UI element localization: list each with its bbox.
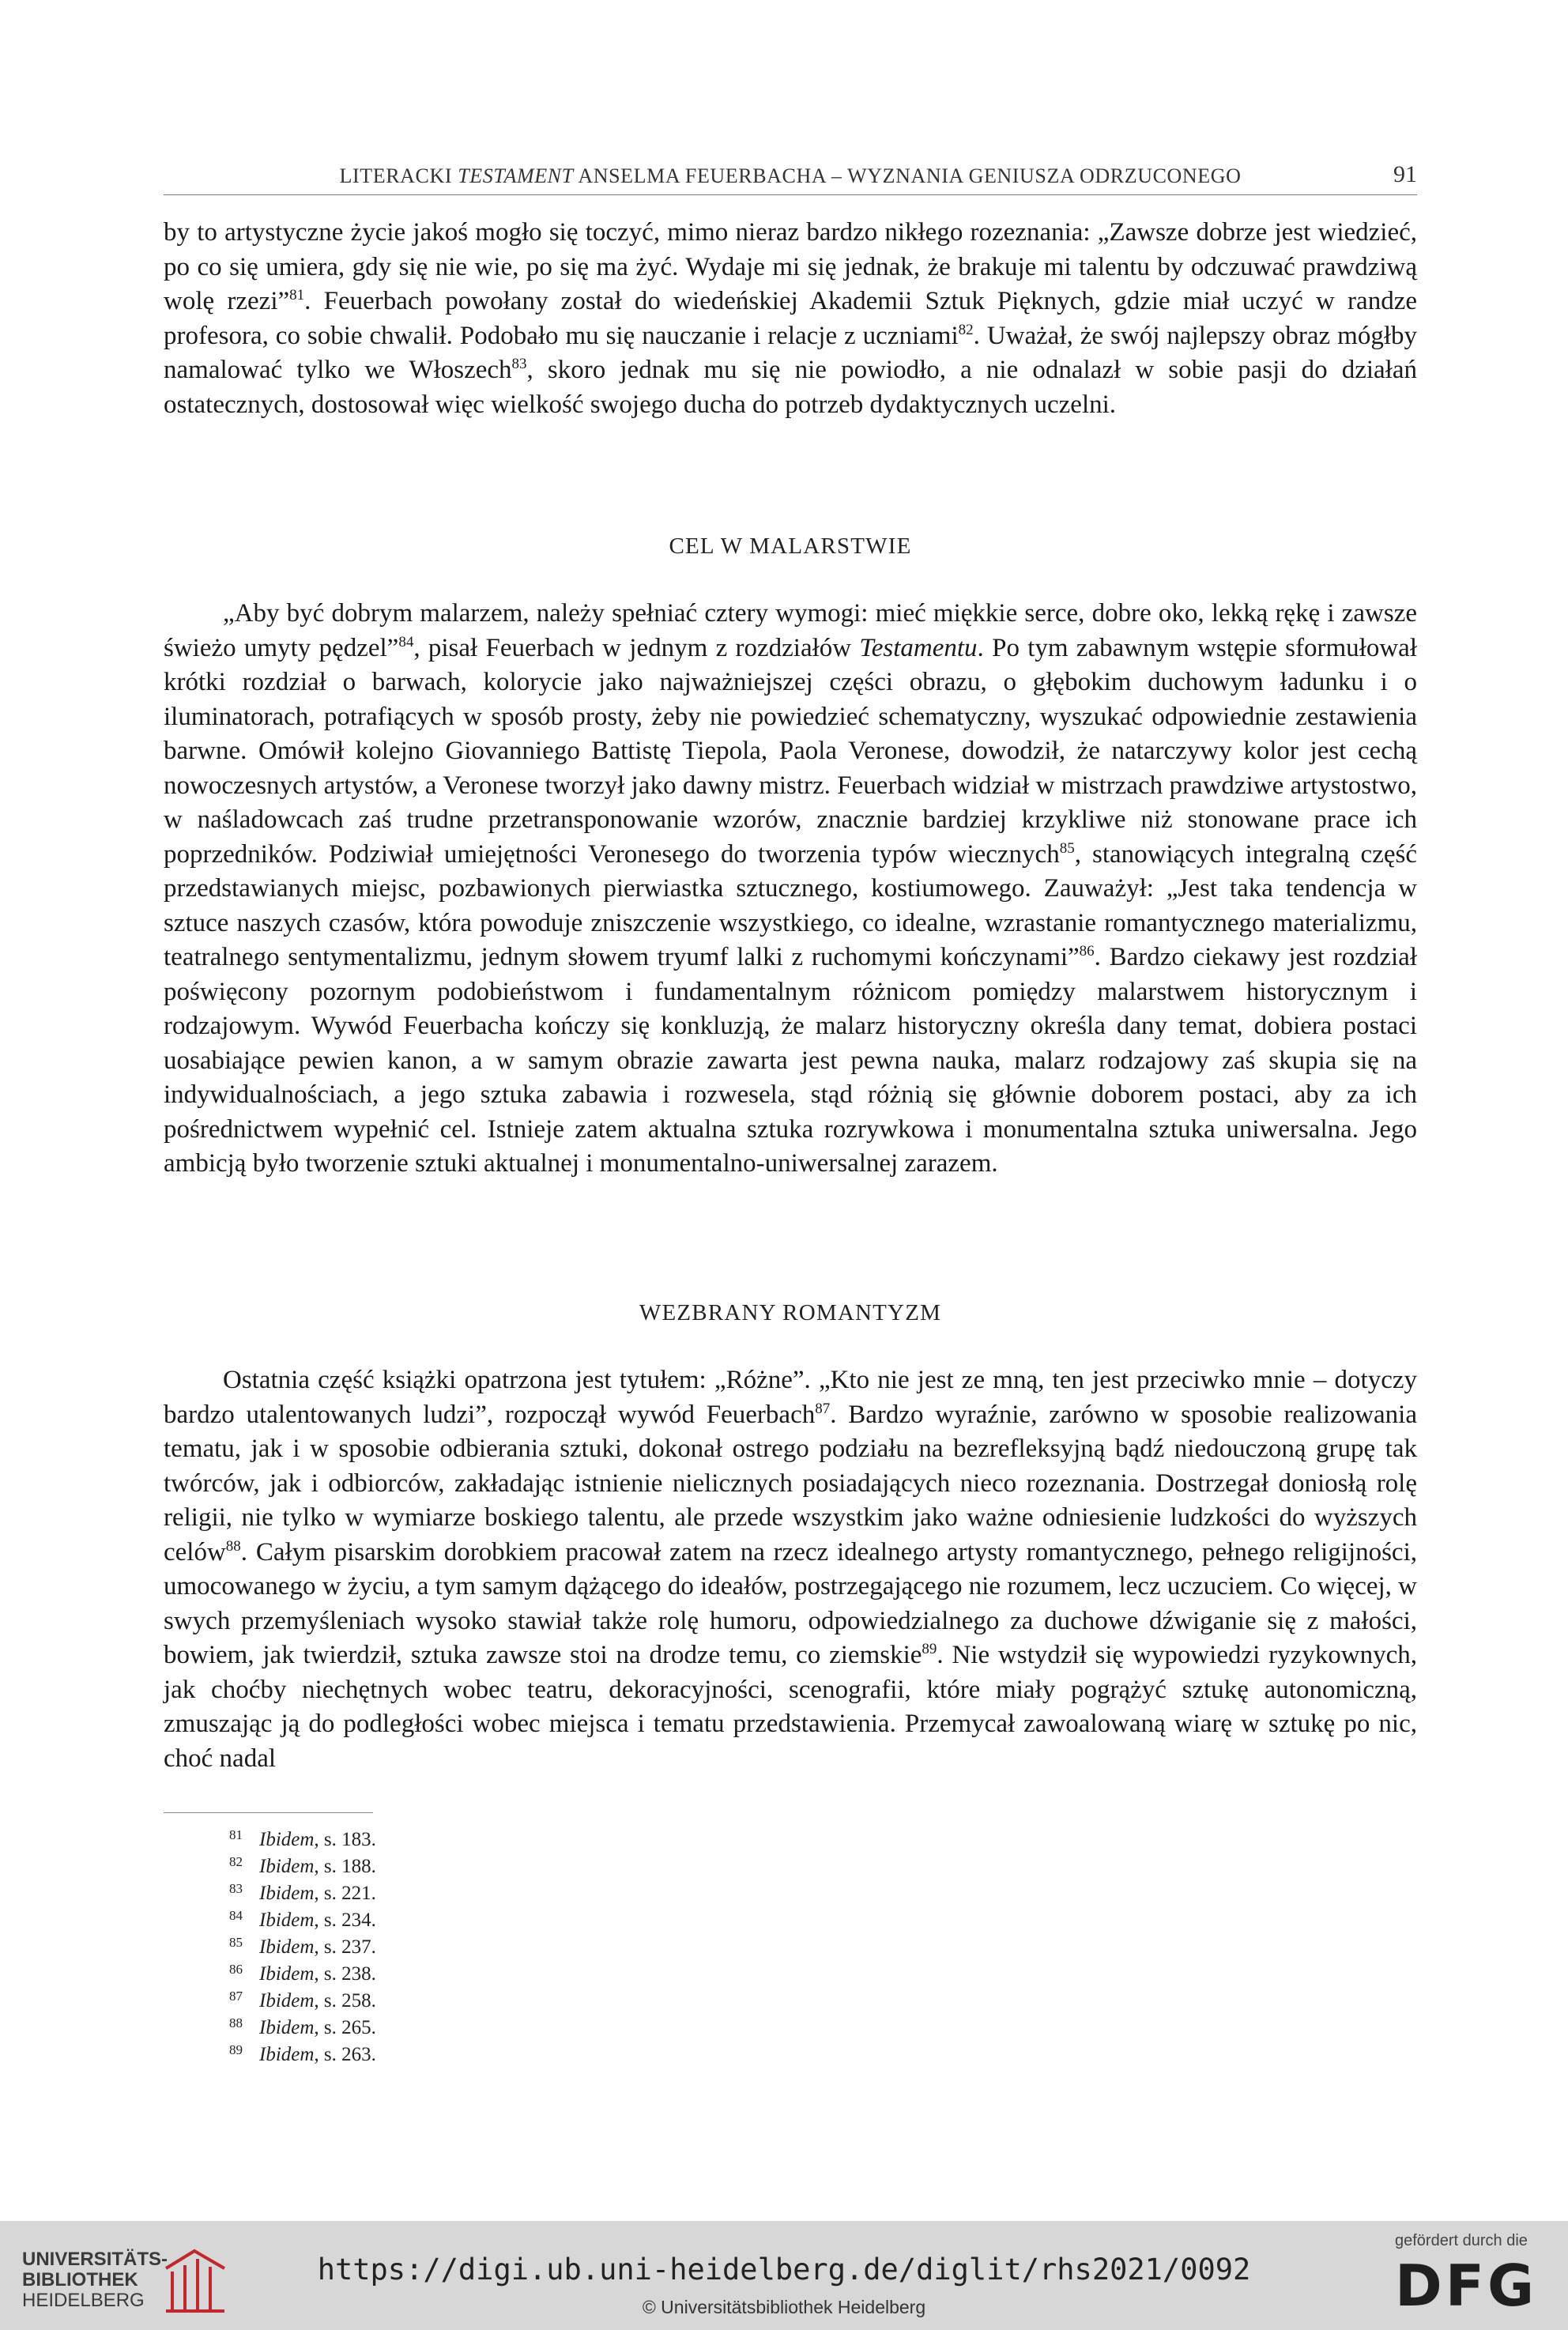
paragraph-continued: by to artystyczne życie jakoś mogło się toczyć, mimo nieraz bardzo nikłego rozeznania: „Zawsze dobrze jest wiedzieć, po co się umiera, gdy się nie wie, po się ma żyć. Wydaje mi się jednak, że brakuje mi talentu by odczuwać prawdziwą wolę rzezi”$^{81}$. Feuerbach powołany został do wiedeńskiej Akademii Sztuk Pięknych, gdzie miał uczyć w randze profesora, co sobie chwalił. Podobało mu się nauczanie i relacje z uczniami$^{82}$. Uważał, że swój najlepszy obraz mógłby namalować tylko we Włoszech$^{83}$, skoro jednak mu się nie powiodło, a nie odnalazł w sobie pasji do działań ostatecznych, dostosował więc wielkość swojego ducha do potrzeb dydaktycznych uczelni. [164,218,1417,419]
footnote-ref[interactable]: 88 [225,1537,241,1555]
digitization-footer [0,2221,1568,2330]
copyright-notice: © Universitätsbibliothek Heidelberg [642,2297,926,2317]
footnote-88: 88 Ibidem, s. 265. [229,2015,376,2038]
footnote-87: 87 Ibidem, s. 258. [229,1989,376,2011]
footnote-82: 82 Ibidem, s. 188. [229,1854,376,1877]
footnote-85: 85 Ibidem, s. 237. [229,1935,376,1958]
section-heading-cel-w-malarstwie: CEL W MALARSTWIE [669,533,912,559]
library-name-line2: BIBLIOTHEK [22,2269,138,2290]
running-title: LITERACKI TESTAMENT ANSELMA FEUERBACHA – WYZNANIA GENIUSZA ODRZUCONEGO [339,164,1242,187]
page-number: 91 [1393,161,1417,187]
paragraph-wezbrany-romantyzm: Ostatnia część książki opatrzona jest tytułem: „Różne”. „Kto nie jest ze mną, ten jest przeciwko mnie – dotyczy bardzo utalentowanych ludzi”, rozpoczął wywód Feuerbach$^{87}$. Bardzo wyraźnie, zarówno w sposobie realizowania tematu, jak i w sposobie odbierania sztuki, dokonał ostrego podziału na bezrefleksyjną bądź niedouczoną grupę tak twórców, jak i odbiorców, zakładając istnienie nielicznych posiadających nieco rozeznania. Dostrzegał doniosłą rolę religii, nie tylko w wymiarze boskiego talentu, ale przede wszystkim jako ważne odniesienie ludzkości do wyższych celów$^{88}$. Całym pisarskim dorobkiem pracował zatem na rzecz idealnego artysty romantycznego, pełnego religijności, umocowanego w życiu, a tym samym dążącego do ideałów, postrzegającego nie rozumem, lecz uczuciem. Co więcej, w swych przemyśleniach wysoko stawiał także rolę humoru, odpowiedzialnego za duchowe dźwiganie się z małości, bowiem, jak twierdził, sztuka zawsze stoi na drodze temu, co ziemskie$^{89}$. Nie wstydził się wypowiedzi ryzykownych, jak choćby niechętnych wobec teatru, dekoracyjności, scenografii, które miały pogrążyć sztukę autonomiczną, zmuszając ją do podległości wobec miejsca i tematu przedstawienia. Przemycał zawoalowaną wiarę w sztukę po nic, choć nadal [164,1366,1417,1773]
library-name-line3: HEIDELBERG [22,2290,145,2311]
footnote-ref[interactable]: 89 [922,1641,937,1657]
running-header [164,160,1417,195]
footnote-89: 89 Ibidem, s. 263. [229,2042,376,2065]
dfg-funder-logo[interactable] [1395,2232,1553,2323]
footnote-ref[interactable]: 83 [511,356,527,372]
dfg-logo-text: DFG [1395,2253,1538,2319]
footnote-divider [164,1812,373,1813]
footnote-86: 86 Ibidem, s. 238. [229,1962,376,1985]
library-name-line1: UNIVERSITÄTS- [22,2249,168,2270]
footnote-ref[interactable]: 85 [1059,839,1075,857]
footnote-ref[interactable]: 87 [815,1400,831,1417]
footnote-ref[interactable]: 81 [289,287,305,304]
footnote-83: 83 Ibidem, s. 221. [229,1881,376,1904]
paragraph-cel-w-malarstwie: „Aby być dobrym malarzem, należy spełniać cztery wymogi: mieć miękkie serce, dobre oko, lekką rękę i zawsze świeżo umyty pędzel”$^{84}$, pisał Feuerbach w jednym z rozdziałów Testamentu. Po tym zabawnym wstępie sformułował krótki rozdział o barwach, kolorycie jako najważniejszej części obrazu, o głębokim duchowym ładunku i o iluminatorach, potrafiących w sposób prosty, żeby nie powiedzieć schematyczny, wyszukać odpowiednie zestawienia barwne. Omówił kolejno Giovanniego Battistę Tiepola, Paola Veronese, dowodził, że natarczywy kolor jest cechą nowoczesnych artystów, a Veronese tworzył jako dawny mistrz. Feuerbach widział w mistrzach prawdziwe artystostwo, w naśladowcach zaś trudne przetransponowanie wzorów, znacznie bardziej krzykliwe niż stonowane prace ich poprzedników. Podziwiał umiejętności Veronesego do tworzenia typów wiecznych$^{85}$, stanowiących integralną część przedstawianych miejsc, pozbawionych pierwiastka sztucznego, kostiumowego. Zauważył: „Jest taka tendencja w sztuce naszych czasów, która powoduje zniszczenie wszystkiego, co idealne, wzrastanie romantycznego materializmu, teatralnego sentymentalizmu, jednym słowem tryumf lalki z ruchomymi kończynami”$^{86}$. Bardzo ciekawy jest rozdział poświęcony pozornym podobieństwom i fundamentalnym różnicom pomiędzy malarstwem historycznym i rodzajowym. Wywód Feuerbacha kończy się konkluzją, że malarz historyczny określa dany temat, dobiera postaci uosabiające pewien kanon, a w samym obrazie zawarta jest pewna nauka, malarz rodzajowy zaś skupia się na indywidualnościach, a jego sztuka zabawia i rozwesela, stąd różnią się głównie doborem postaci, aby za ich pośrednictwem wypełnić cel. Istnieje zatem aktualna sztuka rozrywkowa i monumentalna sztuka uniwersalna. Jego ambicją było tworzenie sztuki aktualnej i monumentalno-uniwersalnej zarazem. [164,599,1417,1178]
section-heading-wezbrany-romantyzm: WEZBRANY ROMANTYZM [639,1300,942,1325]
footnote-ref[interactable]: 82 [958,321,974,338]
funder-caption: gefördert durch die [1395,2232,1528,2249]
footnote-ref[interactable]: 84 [398,633,414,650]
footnote-84: 84 Ibidem, s. 234. [229,1908,376,1931]
footnote-ref[interactable]: 86 [1079,943,1095,960]
footnote-81: 81 Ibidem, s. 183. [229,1827,376,1850]
footnotes-list [229,1827,376,2068]
permalink-url[interactable]: https://digi.ub.uni-heidelberg.de/diglit/rhs2021/0092 [317,2253,1251,2287]
